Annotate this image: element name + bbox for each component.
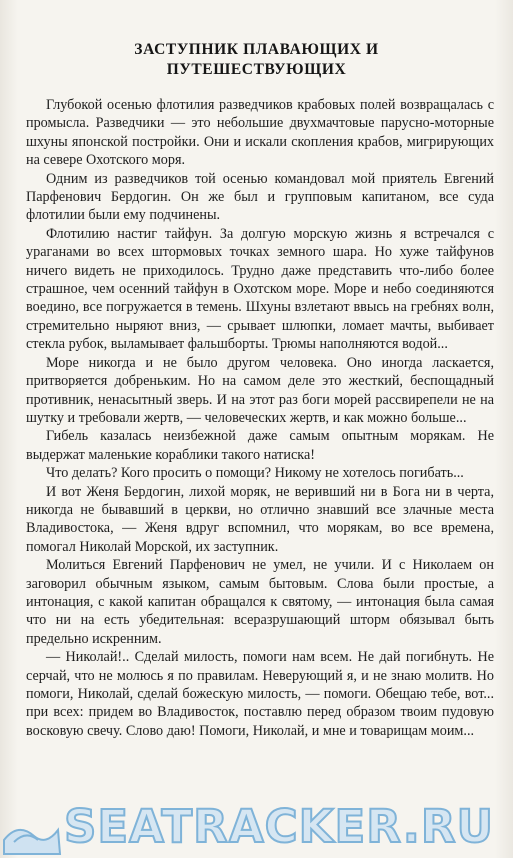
paragraph: Глубокой осенью флотилия разведчиков крабовых полей возвращалась с промысла. Разведчики — это небольшие двухмачтовые парусно-моторные шхуны японской постройки. Они и искали скопления крабов, мигрирующих на севере Охотского моря. <box>26 97 494 169</box>
chapter-title-line-2: ПУТЕШЕСТВУЮЩИХ <box>166 61 347 78</box>
chapter-title <box>0 40 513 80</box>
paragraph: — Николай!.. Сделай милость, помоги нам всем. Не дай погибнуть. Не серчай, что не молюсь я по правилам. Неверующий я, и не знаю молитв. Но помоги, Николай, сделай божескую милость, — помоги. Обещаю тебе, вот... при всех: придем во Владивосток, поставлю перед образом твоим пудовую восковую свечу. Слово даю! Помоги, Николай, и мне и товарищам моим... <box>26 649 494 739</box>
paragraph: Море никогда и не было другом человека. Оно иногда ласкается, притворяется добреньким. Но на самом деле это жесткий, беспощадный противник, ненасытный зверь. И на этот раз боги морей рассвирепели не на шутку и требовали жертв, — человеческих жертв, и как можно больше... <box>26 354 494 426</box>
chapter-body <box>26 96 494 740</box>
site-watermark <box>0 796 513 858</box>
paragraph: Молиться Евгений Парфенович не умел, не учили. И с Николаем он заговорил обычным языком, самым бытовым. Слова были простые, а интонация, с какой капитан обращался к святому, — интонация была самая что ни на есть убедительная: всеразрушающий шторм обязывал быть предельно искренним. <box>26 557 494 647</box>
paragraph: Одним из разведчиков той осенью командовал мой приятель Евгений Парфенович Бердогин. Он же был и групповым капитаном, все суда флотилии были ему подчинены. <box>26 170 494 224</box>
paragraph: Гибель казалась неизбежной даже самым опытным морякам. Не выдержат маленькие кораблики такого натиска! <box>26 428 494 463</box>
paragraph: И вот Женя Бердогин, лихой моряк, не веривший ни в Бога ни в черта, никогда не бывавший в церкви, но отлично знавший все злачные места Владивостока, — Женя вдруг вспомнил, что морякам, во все времена, помогал Николай Морской, их заступник. <box>26 483 494 555</box>
paragraph: Что делать? Кого просить о помощи? Никому не хотелось погибать... <box>46 465 464 482</box>
chapter-title-line-1: ЗАСТУПНИК ПЛАВАЮЩИХ И <box>134 41 379 58</box>
watermark-text: SEATRACKER.RU <box>64 800 495 853</box>
paragraph: Флотилию настиг тайфун. За долгую морскую жизнь я встречался с ураганами во всех штормовых точках земного шара. Но хуже тайфунов ничего видеть не приходилось. Трудно даже представить что-либо более страшное, чем осенний тайфун в Охотском море. Море и небо соединяются воедино, все погружается в темень. Шхуны взлетают ввысь на гребнях волн, стремительно ныряют вниз, — срывает шлюпки, ломает мачты, выбивает стекла рубок, выламывает фальшборты. Трюмы наполняются водой... <box>26 225 494 353</box>
